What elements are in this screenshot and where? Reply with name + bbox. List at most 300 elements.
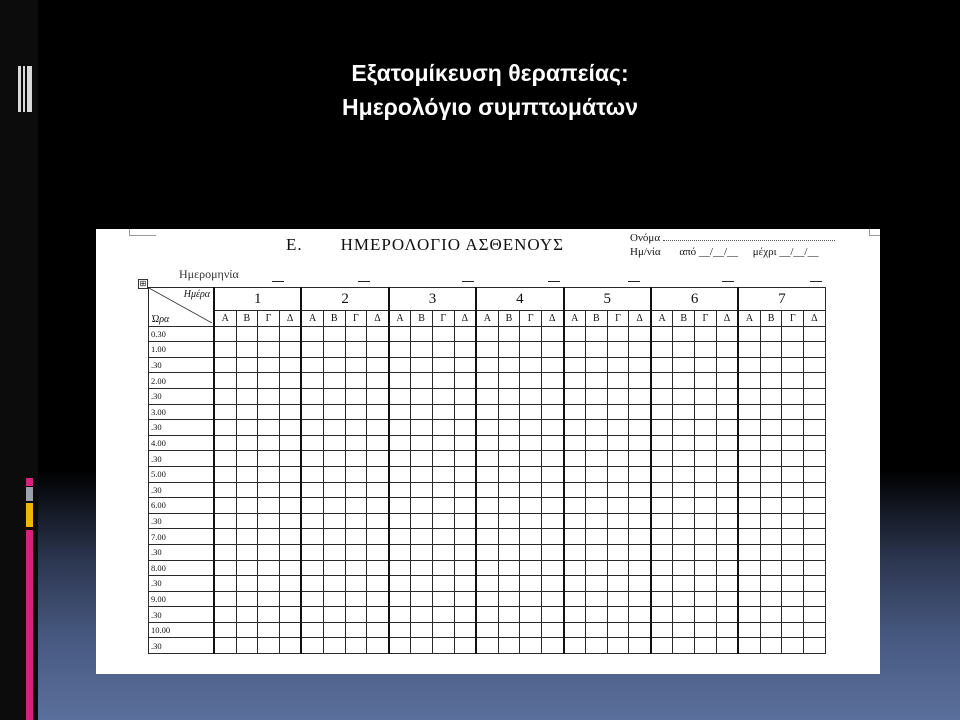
- diary-cell[interactable]: [301, 576, 323, 592]
- diary-cell[interactable]: [541, 388, 563, 404]
- diary-cell[interactable]: [738, 420, 760, 436]
- diary-cell[interactable]: [411, 544, 433, 560]
- diary-cell[interactable]: [651, 607, 673, 623]
- diary-cell[interactable]: [498, 560, 520, 576]
- diary-cell[interactable]: [258, 466, 280, 482]
- diary-cell[interactable]: [389, 357, 411, 373]
- diary-cell[interactable]: [716, 451, 738, 467]
- diary-cell[interactable]: [586, 404, 608, 420]
- diary-cell[interactable]: [258, 544, 280, 560]
- diary-cell[interactable]: [345, 388, 367, 404]
- diary-cell[interactable]: [586, 560, 608, 576]
- diary-cell[interactable]: [454, 638, 476, 654]
- diary-cell[interactable]: [804, 435, 826, 451]
- diary-cell[interactable]: [411, 420, 433, 436]
- diary-cell[interactable]: [498, 622, 520, 638]
- diary-cell[interactable]: [454, 622, 476, 638]
- diary-cell[interactable]: [345, 357, 367, 373]
- diary-cell[interactable]: [258, 498, 280, 514]
- diary-cell[interactable]: [498, 435, 520, 451]
- diary-cell[interactable]: [411, 466, 433, 482]
- diary-cell[interactable]: [323, 466, 345, 482]
- diary-cell[interactable]: [367, 560, 389, 576]
- diary-cell[interactable]: [520, 435, 542, 451]
- diary-cell[interactable]: [498, 607, 520, 623]
- diary-cell[interactable]: [673, 560, 695, 576]
- diary-cell[interactable]: [476, 420, 498, 436]
- diary-cell[interactable]: [738, 638, 760, 654]
- diary-cell[interactable]: [389, 326, 411, 342]
- diary-cell[interactable]: [454, 435, 476, 451]
- diary-cell[interactable]: [651, 529, 673, 545]
- diary-cell[interactable]: [716, 373, 738, 389]
- diary-cell[interactable]: [782, 576, 804, 592]
- diary-cell[interactable]: [520, 622, 542, 638]
- diary-cell[interactable]: [782, 404, 804, 420]
- diary-cell[interactable]: [564, 560, 586, 576]
- diary-cell[interactable]: [411, 404, 433, 420]
- diary-cell[interactable]: [323, 326, 345, 342]
- diary-cell[interactable]: [389, 591, 411, 607]
- diary-cell[interactable]: [520, 482, 542, 498]
- diary-cell[interactable]: [345, 451, 367, 467]
- diary-cell[interactable]: [541, 466, 563, 482]
- diary-cell[interactable]: [541, 498, 563, 514]
- diary-cell[interactable]: [716, 388, 738, 404]
- diary-cell[interactable]: [214, 560, 236, 576]
- diary-cell[interactable]: [651, 544, 673, 560]
- diary-cell[interactable]: [695, 435, 717, 451]
- diary-cell[interactable]: [607, 388, 629, 404]
- diary-cell[interactable]: [586, 435, 608, 451]
- diary-cell[interactable]: [804, 326, 826, 342]
- diary-cell[interactable]: [541, 638, 563, 654]
- diary-cell[interactable]: [629, 607, 651, 623]
- diary-cell[interactable]: [214, 373, 236, 389]
- diary-cell[interactable]: [236, 529, 258, 545]
- diary-cell[interactable]: [738, 591, 760, 607]
- diary-cell[interactable]: [279, 435, 301, 451]
- diary-cell[interactable]: [236, 357, 258, 373]
- diary-cell[interactable]: [760, 607, 782, 623]
- diary-cell[interactable]: [498, 638, 520, 654]
- diary-cell[interactable]: [214, 607, 236, 623]
- diary-cell[interactable]: [760, 373, 782, 389]
- diary-cell[interactable]: [586, 576, 608, 592]
- diary-cell[interactable]: [738, 357, 760, 373]
- diary-cell[interactable]: [629, 435, 651, 451]
- diary-cell[interactable]: [760, 622, 782, 638]
- diary-cell[interactable]: [804, 342, 826, 358]
- diary-cell[interactable]: [804, 388, 826, 404]
- diary-cell[interactable]: [476, 482, 498, 498]
- diary-cell[interactable]: [607, 544, 629, 560]
- diary-cell[interactable]: [236, 451, 258, 467]
- diary-cell[interactable]: [651, 513, 673, 529]
- diary-cell[interactable]: [454, 326, 476, 342]
- diary-cell[interactable]: [476, 560, 498, 576]
- diary-cell[interactable]: [541, 607, 563, 623]
- diary-cell[interactable]: [258, 388, 280, 404]
- diary-cell[interactable]: [695, 451, 717, 467]
- diary-cell[interactable]: [389, 342, 411, 358]
- diary-cell[interactable]: [323, 529, 345, 545]
- diary-cell[interactable]: [695, 529, 717, 545]
- diary-cell[interactable]: [476, 498, 498, 514]
- diary-cell[interactable]: [411, 357, 433, 373]
- diary-cell[interactable]: [695, 482, 717, 498]
- diary-cell[interactable]: [651, 388, 673, 404]
- diary-cell[interactable]: [367, 420, 389, 436]
- diary-cell[interactable]: [520, 529, 542, 545]
- diary-cell[interactable]: [586, 529, 608, 545]
- diary-cell[interactable]: [760, 638, 782, 654]
- diary-cell[interactable]: [651, 404, 673, 420]
- diary-cell[interactable]: [695, 420, 717, 436]
- diary-cell[interactable]: [738, 388, 760, 404]
- diary-cell[interactable]: [432, 342, 454, 358]
- diary-cell[interactable]: [389, 373, 411, 389]
- diary-cell[interactable]: [607, 482, 629, 498]
- diary-cell[interactable]: [432, 529, 454, 545]
- diary-cell[interactable]: [607, 622, 629, 638]
- diary-cell[interactable]: [629, 544, 651, 560]
- diary-cell[interactable]: [476, 435, 498, 451]
- diary-cell[interactable]: [716, 622, 738, 638]
- diary-cell[interactable]: [432, 373, 454, 389]
- diary-cell[interactable]: [367, 357, 389, 373]
- diary-cell[interactable]: [258, 451, 280, 467]
- diary-cell[interactable]: [716, 326, 738, 342]
- diary-cell[interactable]: [520, 576, 542, 592]
- diary-cell[interactable]: [476, 342, 498, 358]
- diary-cell[interactable]: [345, 326, 367, 342]
- diary-cell[interactable]: [236, 420, 258, 436]
- diary-cell[interactable]: [476, 326, 498, 342]
- diary-cell[interactable]: [695, 607, 717, 623]
- diary-cell[interactable]: [301, 591, 323, 607]
- diary-cell[interactable]: [629, 451, 651, 467]
- diary-cell[interactable]: [651, 451, 673, 467]
- diary-cell[interactable]: [760, 529, 782, 545]
- diary-cell[interactable]: [738, 576, 760, 592]
- diary-cell[interactable]: [258, 342, 280, 358]
- diary-cell[interactable]: [520, 451, 542, 467]
- diary-cell[interactable]: [279, 576, 301, 592]
- diary-cell[interactable]: [804, 591, 826, 607]
- diary-cell[interactable]: [214, 576, 236, 592]
- diary-cell[interactable]: [695, 466, 717, 482]
- diary-cell[interactable]: [716, 544, 738, 560]
- diary-cell[interactable]: [651, 326, 673, 342]
- diary-cell[interactable]: [389, 404, 411, 420]
- diary-cell[interactable]: [279, 466, 301, 482]
- diary-cell[interactable]: [695, 326, 717, 342]
- diary-cell[interactable]: [279, 420, 301, 436]
- diary-cell[interactable]: [476, 466, 498, 482]
- diary-cell[interactable]: [629, 498, 651, 514]
- diary-cell[interactable]: [301, 373, 323, 389]
- diary-cell[interactable]: [586, 451, 608, 467]
- diary-cell[interactable]: [586, 357, 608, 373]
- diary-cell[interactable]: [541, 529, 563, 545]
- diary-cell[interactable]: [541, 420, 563, 436]
- diary-cell[interactable]: [541, 357, 563, 373]
- diary-cell[interactable]: [738, 435, 760, 451]
- diary-cell[interactable]: [498, 326, 520, 342]
- diary-cell[interactable]: [345, 576, 367, 592]
- diary-cell[interactable]: [389, 466, 411, 482]
- diary-cell[interactable]: [782, 420, 804, 436]
- diary-cell[interactable]: [586, 513, 608, 529]
- diary-cell[interactable]: [738, 622, 760, 638]
- diary-cell[interactable]: [367, 466, 389, 482]
- diary-cell[interactable]: [804, 373, 826, 389]
- diary-cell[interactable]: [760, 435, 782, 451]
- diary-cell[interactable]: [651, 498, 673, 514]
- diary-cell[interactable]: [782, 498, 804, 514]
- diary-cell[interactable]: [498, 498, 520, 514]
- diary-cell[interactable]: [607, 373, 629, 389]
- diary-cell[interactable]: [279, 451, 301, 467]
- diary-cell[interactable]: [279, 607, 301, 623]
- diary-cell[interactable]: [673, 607, 695, 623]
- diary-cell[interactable]: [782, 529, 804, 545]
- diary-cell[interactable]: [804, 513, 826, 529]
- diary-cell[interactable]: [236, 513, 258, 529]
- diary-cell[interactable]: [389, 513, 411, 529]
- diary-cell[interactable]: [345, 529, 367, 545]
- diary-cell[interactable]: [367, 591, 389, 607]
- diary-cell[interactable]: [804, 529, 826, 545]
- diary-cell[interactable]: [301, 607, 323, 623]
- diary-cell[interactable]: [651, 622, 673, 638]
- diary-cell[interactable]: [738, 529, 760, 545]
- diary-cell[interactable]: [629, 342, 651, 358]
- diary-cell[interactable]: [695, 404, 717, 420]
- diary-cell[interactable]: [214, 638, 236, 654]
- diary-cell[interactable]: [301, 560, 323, 576]
- diary-cell[interactable]: [411, 482, 433, 498]
- diary-cell[interactable]: [411, 638, 433, 654]
- diary-cell[interactable]: [520, 607, 542, 623]
- diary-cell[interactable]: [629, 638, 651, 654]
- diary-cell[interactable]: [804, 420, 826, 436]
- diary-cell[interactable]: [236, 404, 258, 420]
- diary-cell[interactable]: [673, 342, 695, 358]
- diary-cell[interactable]: [476, 404, 498, 420]
- diary-cell[interactable]: [411, 591, 433, 607]
- diary-cell[interactable]: [301, 388, 323, 404]
- diary-cell[interactable]: [323, 404, 345, 420]
- diary-cell[interactable]: [279, 342, 301, 358]
- diary-cell[interactable]: [432, 357, 454, 373]
- diary-cell[interactable]: [760, 591, 782, 607]
- diary-cell[interactable]: [541, 622, 563, 638]
- diary-cell[interactable]: [432, 451, 454, 467]
- diary-cell[interactable]: [564, 435, 586, 451]
- diary-cell[interactable]: [498, 529, 520, 545]
- diary-cell[interactable]: [258, 357, 280, 373]
- diary-cell[interactable]: [586, 607, 608, 623]
- diary-cell[interactable]: [236, 435, 258, 451]
- diary-cell[interactable]: [673, 357, 695, 373]
- diary-cell[interactable]: [695, 373, 717, 389]
- diary-cell[interactable]: [411, 607, 433, 623]
- diary-cell[interactable]: [629, 326, 651, 342]
- diary-cell[interactable]: [651, 638, 673, 654]
- diary-cell[interactable]: [367, 326, 389, 342]
- diary-cell[interactable]: [607, 591, 629, 607]
- diary-cell[interactable]: [476, 529, 498, 545]
- diary-cell[interactable]: [476, 388, 498, 404]
- diary-cell[interactable]: [367, 576, 389, 592]
- diary-cell[interactable]: [323, 342, 345, 358]
- diary-cell[interactable]: [411, 576, 433, 592]
- diary-cell[interactable]: [541, 373, 563, 389]
- diary-cell[interactable]: [760, 544, 782, 560]
- diary-cell[interactable]: [498, 482, 520, 498]
- diary-cell[interactable]: [498, 576, 520, 592]
- diary-cell[interactable]: [586, 326, 608, 342]
- diary-cell[interactable]: [651, 373, 673, 389]
- diary-cell[interactable]: [520, 513, 542, 529]
- diary-cell[interactable]: [695, 591, 717, 607]
- diary-cell[interactable]: [564, 404, 586, 420]
- diary-cell[interactable]: [629, 591, 651, 607]
- diary-cell[interactable]: [345, 404, 367, 420]
- diary-cell[interactable]: [367, 498, 389, 514]
- diary-cell[interactable]: [782, 466, 804, 482]
- diary-cell[interactable]: [804, 544, 826, 560]
- diary-cell[interactable]: [716, 513, 738, 529]
- diary-cell[interactable]: [476, 451, 498, 467]
- diary-cell[interactable]: [760, 388, 782, 404]
- diary-cell[interactable]: [541, 560, 563, 576]
- diary-cell[interactable]: [564, 498, 586, 514]
- diary-cell[interactable]: [673, 638, 695, 654]
- diary-cell[interactable]: [258, 607, 280, 623]
- diary-cell[interactable]: [432, 482, 454, 498]
- diary-cell[interactable]: [279, 326, 301, 342]
- diary-cell[interactable]: [454, 560, 476, 576]
- diary-cell[interactable]: [541, 435, 563, 451]
- diary-cell[interactable]: [804, 607, 826, 623]
- diary-cell[interactable]: [695, 576, 717, 592]
- diary-cell[interactable]: [651, 342, 673, 358]
- diary-cell[interactable]: [301, 451, 323, 467]
- diary-cell[interactable]: [411, 326, 433, 342]
- diary-cell[interactable]: [389, 544, 411, 560]
- diary-cell[interactable]: [279, 529, 301, 545]
- diary-cell[interactable]: [432, 388, 454, 404]
- diary-cell[interactable]: [716, 529, 738, 545]
- diary-cell[interactable]: [541, 513, 563, 529]
- diary-cell[interactable]: [782, 373, 804, 389]
- diary-cell[interactable]: [432, 607, 454, 623]
- diary-cell[interactable]: [695, 342, 717, 358]
- diary-cell[interactable]: [367, 607, 389, 623]
- diary-cell[interactable]: [498, 373, 520, 389]
- diary-cell[interactable]: [564, 373, 586, 389]
- diary-cell[interactable]: [258, 482, 280, 498]
- diary-cell[interactable]: [564, 607, 586, 623]
- diary-cell[interactable]: [738, 451, 760, 467]
- diary-cell[interactable]: [564, 529, 586, 545]
- diary-cell[interactable]: [432, 326, 454, 342]
- diary-cell[interactable]: [454, 576, 476, 592]
- diary-cell[interactable]: [236, 373, 258, 389]
- diary-cell[interactable]: [214, 451, 236, 467]
- diary-cell[interactable]: [454, 404, 476, 420]
- diary-cell[interactable]: [432, 466, 454, 482]
- diary-cell[interactable]: [782, 451, 804, 467]
- diary-cell[interactable]: [345, 513, 367, 529]
- diary-cell[interactable]: [345, 466, 367, 482]
- diary-cell[interactable]: [782, 544, 804, 560]
- diary-cell[interactable]: [738, 342, 760, 358]
- diary-cell[interactable]: [564, 342, 586, 358]
- diary-cell[interactable]: [673, 388, 695, 404]
- diary-cell[interactable]: [738, 326, 760, 342]
- diary-cell[interactable]: [279, 622, 301, 638]
- diary-cell[interactable]: [258, 404, 280, 420]
- diary-cell[interactable]: [782, 388, 804, 404]
- diary-cell[interactable]: [411, 342, 433, 358]
- diary-cell[interactable]: [301, 482, 323, 498]
- diary-cell[interactable]: [738, 513, 760, 529]
- diary-cell[interactable]: [279, 513, 301, 529]
- diary-cell[interactable]: [367, 513, 389, 529]
- diary-cell[interactable]: [454, 498, 476, 514]
- diary-cell[interactable]: [716, 357, 738, 373]
- diary-cell[interactable]: [476, 607, 498, 623]
- diary-cell[interactable]: [236, 638, 258, 654]
- diary-cell[interactable]: [673, 513, 695, 529]
- diary-cell[interactable]: [454, 451, 476, 467]
- diary-cell[interactable]: [760, 498, 782, 514]
- diary-cell[interactable]: [629, 576, 651, 592]
- diary-cell[interactable]: [738, 498, 760, 514]
- diary-cell[interactable]: [258, 638, 280, 654]
- diary-cell[interactable]: [367, 451, 389, 467]
- diary-cell[interactable]: [586, 544, 608, 560]
- diary-cell[interactable]: [673, 451, 695, 467]
- diary-cell[interactable]: [541, 482, 563, 498]
- diary-cell[interactable]: [389, 560, 411, 576]
- diary-cell[interactable]: [716, 560, 738, 576]
- diary-cell[interactable]: [651, 576, 673, 592]
- diary-cell[interactable]: [607, 466, 629, 482]
- diary-cell[interactable]: [345, 560, 367, 576]
- diary-cell[interactable]: [564, 326, 586, 342]
- diary-cell[interactable]: [695, 560, 717, 576]
- table-expand-icon[interactable]: ⊞: [139, 279, 147, 288]
- diary-cell[interactable]: [301, 326, 323, 342]
- diary-cell[interactable]: [258, 326, 280, 342]
- diary-cell[interactable]: [541, 591, 563, 607]
- diary-cell[interactable]: [564, 576, 586, 592]
- diary-cell[interactable]: [214, 342, 236, 358]
- diary-cell[interactable]: [804, 357, 826, 373]
- diary-cell[interactable]: [738, 373, 760, 389]
- diary-cell[interactable]: [389, 622, 411, 638]
- diary-cell[interactable]: [695, 357, 717, 373]
- diary-cell[interactable]: [716, 591, 738, 607]
- diary-cell[interactable]: [564, 357, 586, 373]
- diary-cell[interactable]: [236, 576, 258, 592]
- diary-cell[interactable]: [586, 482, 608, 498]
